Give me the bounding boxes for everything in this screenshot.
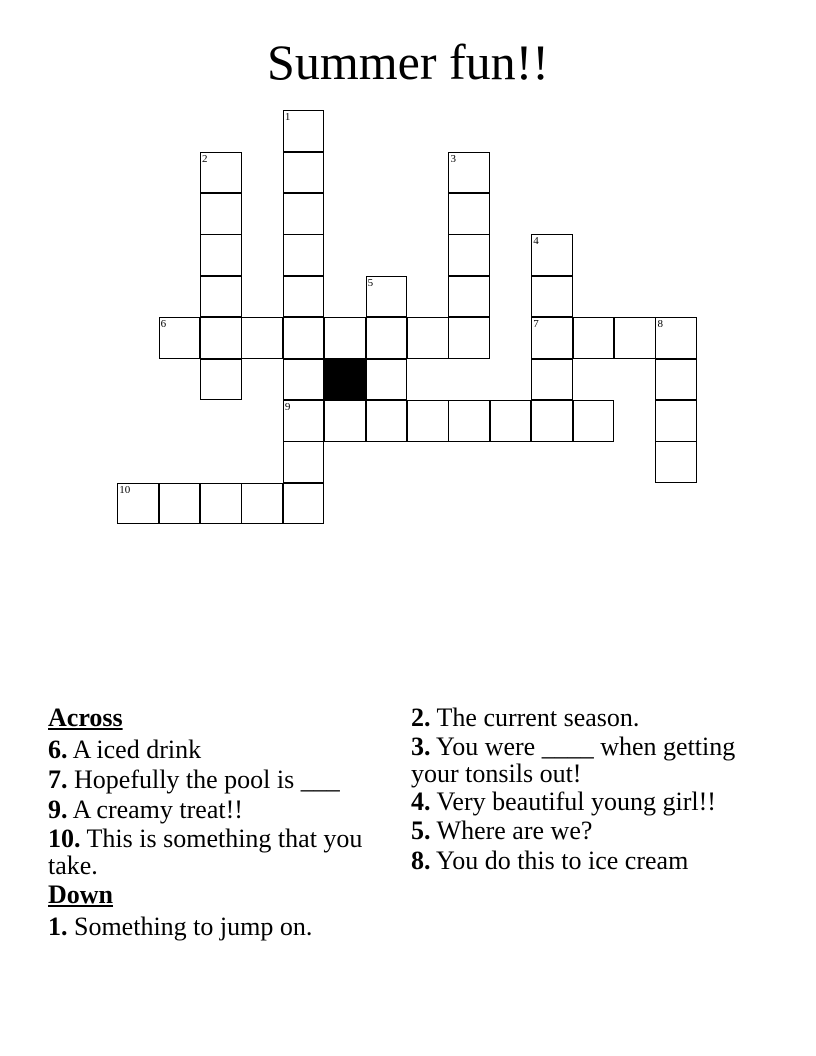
grid-cell[interactable]: [531, 276, 573, 318]
clue-number: 2.: [411, 703, 431, 732]
clue-across-10: [48, 825, 378, 879]
grid-cell[interactable]: [200, 483, 242, 525]
grid-cell[interactable]: [655, 359, 697, 401]
clue-across-6: [48, 735, 378, 764]
clue-down-5: [411, 816, 741, 845]
grid-cell[interactable]: [366, 359, 408, 401]
clue-down-3: [411, 733, 741, 787]
grid-cell[interactable]: [283, 400, 325, 442]
grid-cell[interactable]: [655, 400, 697, 442]
clue-across-9: [48, 795, 378, 824]
grid-cell[interactable]: [283, 276, 325, 318]
clue-text: Very beautiful young girl!!: [430, 787, 716, 816]
grid-cell[interactable]: [490, 400, 532, 442]
clue-number: 1.: [48, 912, 68, 941]
grid-cell[interactable]: [283, 193, 325, 235]
grid-cell[interactable]: [448, 234, 490, 276]
grid-cell[interactable]: [448, 193, 490, 235]
grid-cell[interactable]: [366, 276, 408, 318]
clue-text: The current season.: [430, 703, 640, 732]
grid-cell[interactable]: [366, 317, 408, 359]
grid-cell[interactable]: [117, 483, 159, 525]
grid-cell[interactable]: [573, 317, 615, 359]
grid-cell[interactable]: [200, 317, 242, 359]
clue-text: Where are we?: [430, 816, 593, 845]
grid-cell[interactable]: [366, 400, 408, 442]
grid-cell[interactable]: [324, 400, 366, 442]
grid-cell[interactable]: [200, 359, 242, 401]
grid-cell[interactable]: [241, 483, 283, 525]
grid-cell[interactable]: [655, 441, 697, 483]
grid-cell[interactable]: [407, 400, 449, 442]
grid-cell[interactable]: [159, 317, 201, 359]
clue-number: 5.: [411, 816, 431, 845]
down-heading: Down: [48, 880, 114, 909]
clue-text: You do this to ice cream: [430, 846, 689, 875]
clue-number: 9.: [48, 795, 68, 824]
grid-cell[interactable]: [200, 193, 242, 235]
grid-cell[interactable]: [531, 234, 573, 276]
clue-down-1: [48, 912, 378, 941]
grid-cell[interactable]: [448, 152, 490, 194]
clue-across-7: [48, 765, 378, 794]
grid-cell[interactable]: [531, 317, 573, 359]
cell-number: 7: [533, 318, 539, 331]
clue-text: A iced drink: [67, 735, 202, 764]
clue-text: Hopefully the pool is ___: [67, 765, 340, 794]
cell-number: 1: [284, 111, 291, 124]
cell-number: 4: [533, 235, 539, 248]
grid-cell[interactable]: [531, 359, 573, 401]
grid-cell[interactable]: [448, 317, 490, 359]
grid-cell[interactable]: [200, 234, 242, 276]
cell-number: 8: [657, 318, 663, 331]
grid-cell[interactable]: [448, 276, 490, 318]
grid-cell[interactable]: [283, 110, 325, 152]
cell-number: 10: [119, 483, 131, 496]
clue-text: A creamy treat!!: [67, 795, 243, 824]
clue-number: 7.: [48, 765, 68, 794]
grid-cell[interactable]: [200, 152, 242, 194]
clue-number: 10.: [48, 824, 81, 853]
cell-number: 3: [450, 152, 456, 165]
grid-cell[interactable]: [407, 317, 449, 359]
clues-right-column: [411, 703, 741, 876]
grid-cell[interactable]: [283, 234, 325, 276]
grid-cell[interactable]: [283, 359, 325, 401]
grid-cell[interactable]: [614, 317, 656, 359]
clues-left-column: [48, 703, 378, 942]
grid-cell[interactable]: [283, 483, 325, 525]
grid-black-cell: [324, 359, 366, 401]
grid-cell[interactable]: [241, 317, 283, 359]
grid-cell[interactable]: [283, 441, 325, 483]
grid-cell[interactable]: [448, 400, 490, 442]
clue-down-2: [411, 703, 741, 732]
clue-text: You were ____ when getting your tonsils out!: [411, 732, 736, 788]
cell-number: 5: [367, 276, 374, 289]
clue-number: 8.: [411, 846, 431, 875]
grid-cell[interactable]: [283, 152, 325, 194]
clue-down-8: [411, 846, 741, 875]
cell-number: 9: [284, 401, 291, 414]
clue-text: Something to jump on.: [67, 912, 313, 941]
grid-cell[interactable]: [324, 317, 366, 359]
puzzle-title: Summer fun!!: [267, 34, 549, 90]
clue-down-4: [411, 788, 741, 815]
clue-number: 3.: [411, 732, 431, 761]
clue-number: 4.: [411, 787, 431, 816]
cell-number: 2: [202, 152, 208, 165]
grid-cell[interactable]: [531, 400, 573, 442]
grid-cell[interactable]: [159, 483, 201, 525]
grid-cell[interactable]: [573, 400, 615, 442]
across-heading: Across: [48, 703, 123, 732]
clue-text: This is something that you take.: [48, 824, 363, 880]
cell-number: 6: [160, 318, 167, 331]
grid-cell[interactable]: [200, 276, 242, 318]
grid-cell[interactable]: [655, 317, 697, 359]
clue-number: 6.: [48, 735, 68, 764]
grid-cell[interactable]: [283, 317, 325, 359]
